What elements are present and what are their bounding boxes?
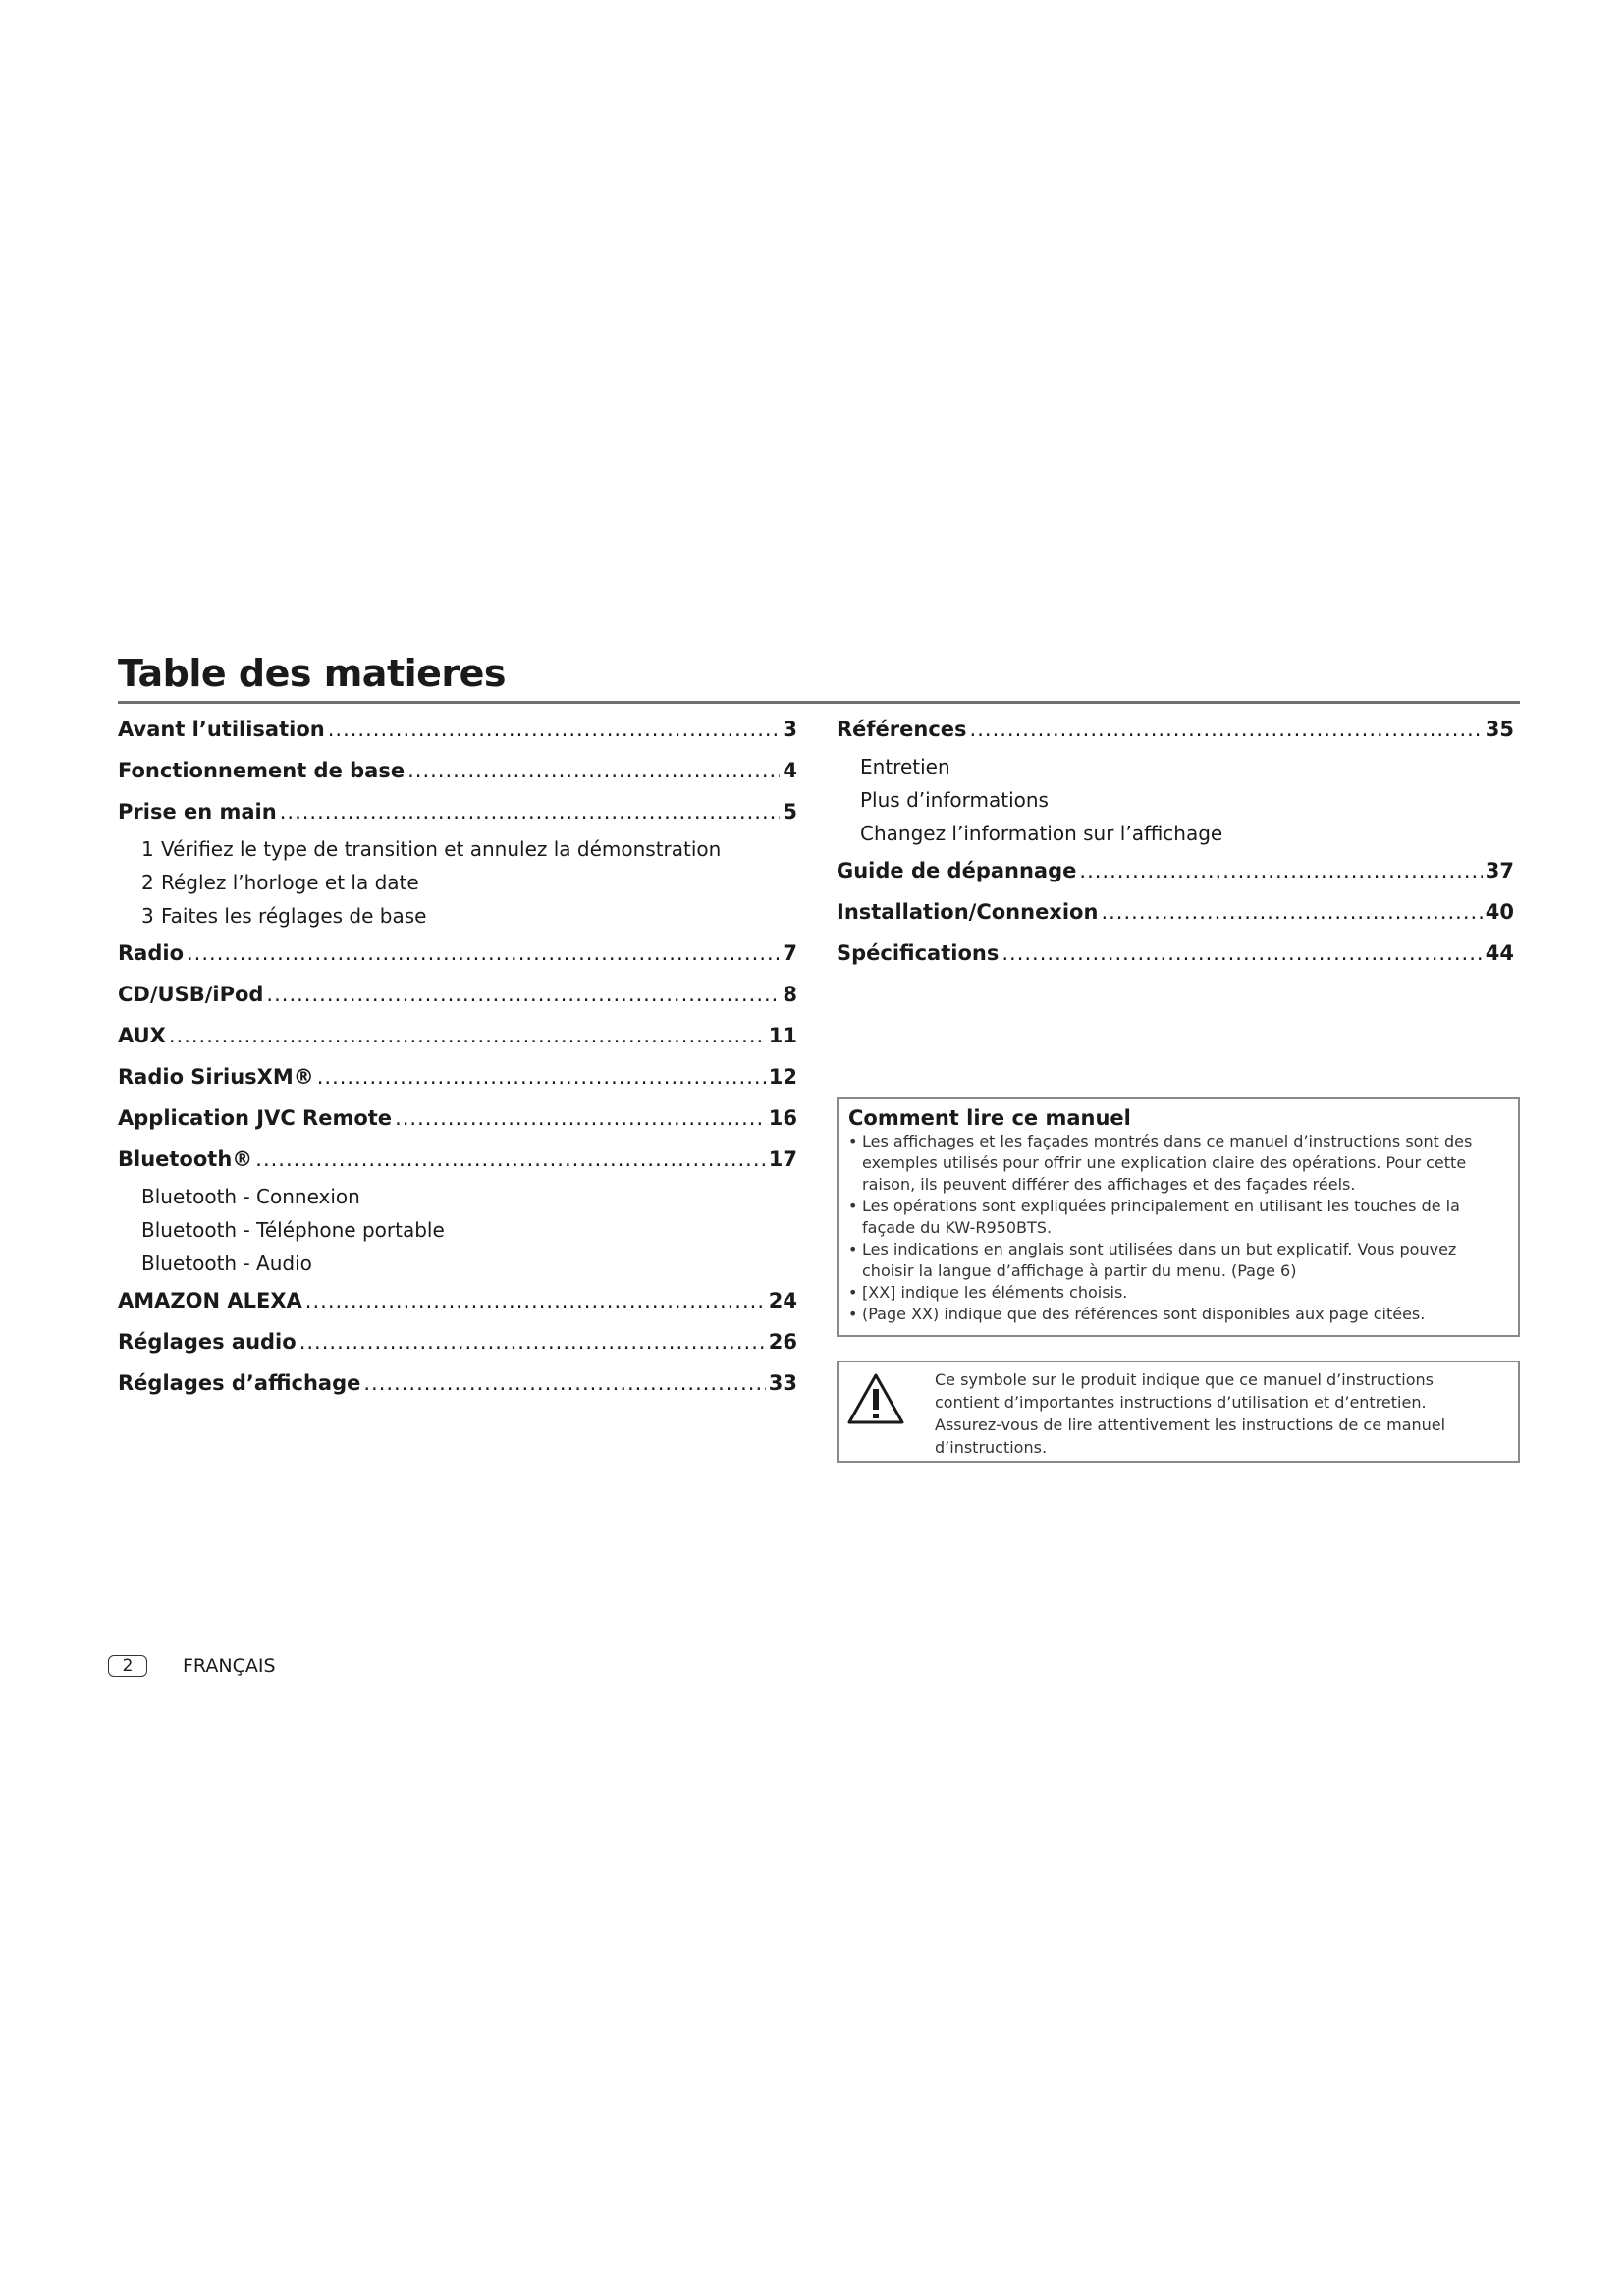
how-to-read-title: Comment lire ce manuel: [848, 1106, 1131, 1130]
dot-leader: [266, 974, 780, 1015]
toc-entry-page: 37: [1485, 859, 1514, 882]
dot-leader: [255, 1139, 765, 1180]
toc-entry-label: Radio: [118, 941, 184, 965]
step-text: Réglez l’horloge et la date: [161, 871, 419, 894]
toc-entry-fonctionnement[interactable]: [118, 750, 797, 791]
toc-subitem-entretien[interactable]: Entretien: [860, 755, 950, 778]
toc-entry-reglages-audio[interactable]: [118, 1321, 797, 1362]
toc-subitem-changez-information[interactable]: Changez l’information sur l’affichage: [860, 822, 1223, 845]
toc-entry-page: 12: [768, 1065, 797, 1089]
toc-entry-label: AUX: [118, 1024, 166, 1047]
toc-entry-page: 35: [1485, 718, 1514, 741]
dot-leader: [1001, 933, 1482, 974]
dot-leader: [317, 1056, 766, 1097]
warning-box: [837, 1361, 1520, 1463]
toc-left-column: [118, 709, 797, 1404]
toc-entry-label: Spécifications: [837, 941, 1000, 965]
page-number: 2: [108, 1655, 147, 1677]
toc-entry-label: Application JVC Remote: [118, 1106, 393, 1130]
toc-entry-page: 16: [768, 1106, 797, 1130]
dot-leader: [328, 709, 781, 750]
toc-entry-guide-depannage[interactable]: [837, 850, 1514, 891]
toc-entry-references[interactable]: [837, 709, 1514, 750]
toc-entry-page: 44: [1485, 941, 1514, 965]
toc-subitem-step-3[interactable]: [118, 899, 797, 933]
toc-entry-specifications[interactable]: [837, 933, 1514, 974]
toc-entry-avant-utilisation[interactable]: [118, 709, 797, 750]
how-to-read-list: [848, 1131, 1508, 1325]
toc-entry-page: 8: [783, 983, 797, 1006]
toc-entry-label: Guide de dépannage: [837, 859, 1077, 882]
toc-entry-label: Prise en main: [118, 800, 277, 824]
toc-subitem-bluetooth-audio[interactable]: Bluetooth - Audio: [141, 1252, 312, 1275]
dot-leader: [305, 1280, 766, 1321]
how-to-read-bullet: • [XX] indique les éléments choisis.: [848, 1282, 1508, 1304]
toc-right-column: [837, 709, 1514, 974]
title-divider: [118, 701, 1520, 704]
toc-entry-page: 17: [768, 1148, 797, 1171]
step-number: 2: [141, 871, 154, 894]
toc-subitem-step-1[interactable]: [118, 832, 797, 866]
warning-triangle-icon: [846, 1372, 905, 1425]
toc-entry-label: Fonctionnement de base: [118, 759, 406, 782]
toc-entry-reglages-affichage[interactable]: [118, 1362, 797, 1404]
dot-leader: [1079, 850, 1482, 891]
step-text: Vérifiez le type de transition et annulez la démonstration: [161, 837, 722, 861]
toc-entry-page: 5: [783, 800, 797, 824]
toc-entry-page: 26: [768, 1330, 797, 1354]
toc-entry-label: Avant l’utilisation: [118, 718, 325, 741]
toc-subitem-step-2[interactable]: [118, 866, 797, 899]
toc-entry-page: 40: [1485, 900, 1514, 924]
toc-entry-bluetooth[interactable]: [118, 1139, 797, 1180]
toc-entry-label: Réglages audio: [118, 1330, 297, 1354]
how-to-read-bullet: • Les opérations sont expliquées principalement en utilisant les touches de la façade du KW-R950BTS.: [848, 1196, 1508, 1239]
toc-entry-page: 3: [783, 718, 797, 741]
toc-entry-radio-siriusxm[interactable]: [118, 1056, 797, 1097]
toc-entry-cd-usb-ipod[interactable]: [118, 974, 797, 1015]
toc-subitem-plus-informations[interactable]: Plus d’informations: [860, 788, 1049, 812]
dot-leader: [280, 791, 781, 832]
dot-leader: [407, 750, 780, 791]
language-label: FRANÇAIS: [183, 1655, 276, 1677]
dot-leader: [395, 1097, 766, 1139]
toc-entry-aux[interactable]: [118, 1015, 797, 1056]
step-number: 3: [141, 904, 154, 928]
toc-entry-page: 4: [783, 759, 797, 782]
toc-entry-label: Bluetooth®: [118, 1148, 253, 1171]
dot-leader: [169, 1015, 766, 1056]
toc-entry-amazon-alexa[interactable]: [118, 1280, 797, 1321]
toc-subitem-bluetooth-connexion[interactable]: Bluetooth - Connexion: [141, 1185, 360, 1208]
dot-leader: [1101, 891, 1482, 933]
toc-entry-jvc-remote[interactable]: [118, 1097, 797, 1139]
toc-entry-label: Références: [837, 718, 967, 741]
dot-leader: [299, 1321, 766, 1362]
dot-leader: [970, 709, 1483, 750]
toc-entry-radio[interactable]: [118, 933, 797, 974]
how-to-read-bullet: • Les indications en anglais sont utilisées dans un but explicatif. Vous pouvez choisir la langue d’affichage à partir du menu. (Page 6): [848, 1239, 1508, 1282]
toc-entry-page: 7: [783, 941, 797, 965]
how-to-read-bullet: • Les affichages et les façades montrés dans ce manuel d’instructions sont des exemples utilisés pour offrir une explication claire des opérations. Pour cette raison, ils peuvent différer des affichages et des façades réels.: [848, 1131, 1508, 1196]
step-number: 1: [141, 837, 154, 861]
toc-entry-label: Installation/Connexion: [837, 900, 1099, 924]
toc-entry-page: 33: [768, 1371, 797, 1395]
toc-subitem-bluetooth-telephone[interactable]: Bluetooth - Téléphone portable: [141, 1218, 445, 1242]
toc-entry-label: AMAZON ALEXA: [118, 1289, 302, 1312]
page-title: Table des matieres: [118, 652, 507, 695]
dot-leader: [187, 933, 780, 974]
toc-entry-prise-en-main[interactable]: [118, 791, 797, 832]
dot-leader: [363, 1362, 765, 1404]
step-text: Faites les réglages de base: [161, 904, 427, 928]
how-to-read-box: [837, 1097, 1520, 1337]
toc-entry-label: CD/USB/iPod: [118, 983, 264, 1006]
toc-entry-installation[interactable]: [837, 891, 1514, 933]
toc-entry-label: Radio SiriusXM®: [118, 1065, 314, 1089]
toc-entry-label: Réglages d’affichage: [118, 1371, 361, 1395]
toc-entry-page: 24: [768, 1289, 797, 1312]
toc-entry-page: 11: [768, 1024, 797, 1047]
how-to-read-bullet: • (Page XX) indique que des références sont disponibles aux page citées.: [848, 1304, 1508, 1325]
warning-text: Ce symbole sur le produit indique que ce manuel d’instructions contient d’importantes instructions d’utilisation et d’entretien. Assurez-vous de lire attentivement les instructions de ce manuel d’instructions.: [935, 1370, 1446, 1457]
